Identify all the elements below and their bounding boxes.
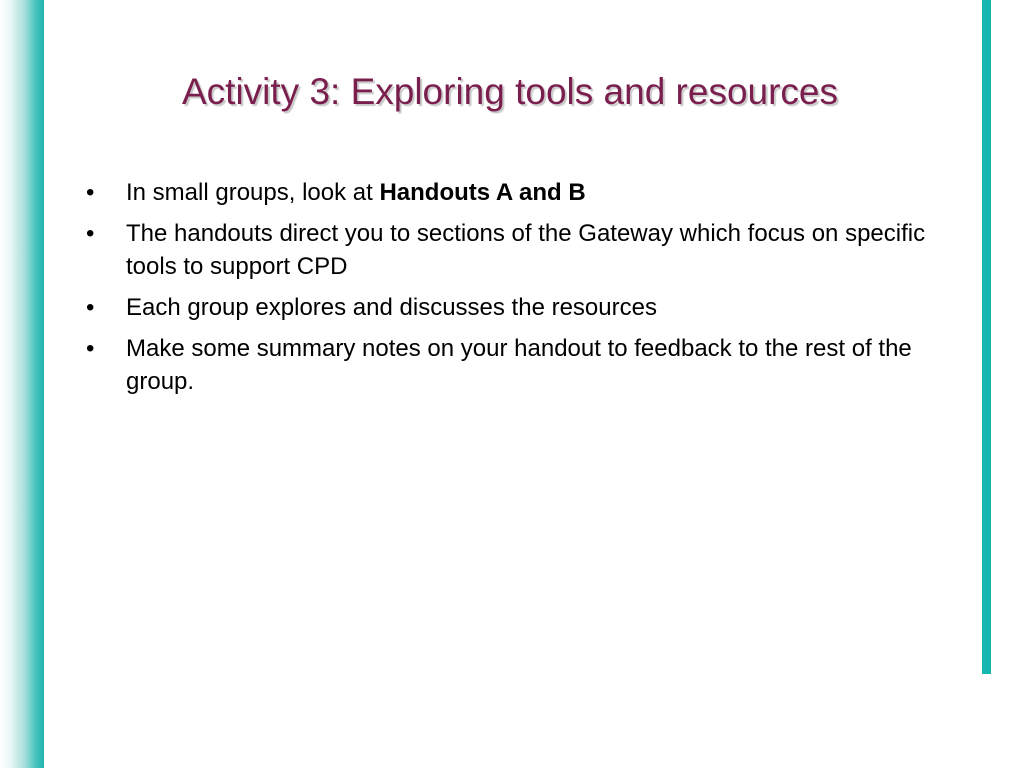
bullet-dot: • (86, 220, 95, 247)
bullet-item (82, 176, 952, 209)
bullet-text: Each group explores and discusses the resources (126, 294, 657, 321)
right-accent-rule (982, 0, 991, 674)
bullet-item (82, 217, 952, 283)
bullet-text: Make some summary notes on your handout to feedback to the rest of the group. (126, 335, 912, 395)
bullet-item (82, 332, 952, 398)
bullet-bold-text: Handouts A and B (379, 179, 586, 206)
bullet-dot: • (86, 294, 95, 321)
left-gradient-band (0, 0, 44, 768)
bullet-dot: • (86, 179, 95, 206)
bullet-text: The handouts direct you to sections of the Gateway which focus on specific tools to support CPD (126, 220, 926, 280)
bullet-list (82, 176, 952, 406)
bullet-text: In small groups, look at (126, 179, 380, 206)
bullet-dot: • (86, 335, 95, 362)
slide-title: Activity 3: Exploring tools and resources (181, 71, 839, 112)
bullet-item (82, 291, 952, 324)
